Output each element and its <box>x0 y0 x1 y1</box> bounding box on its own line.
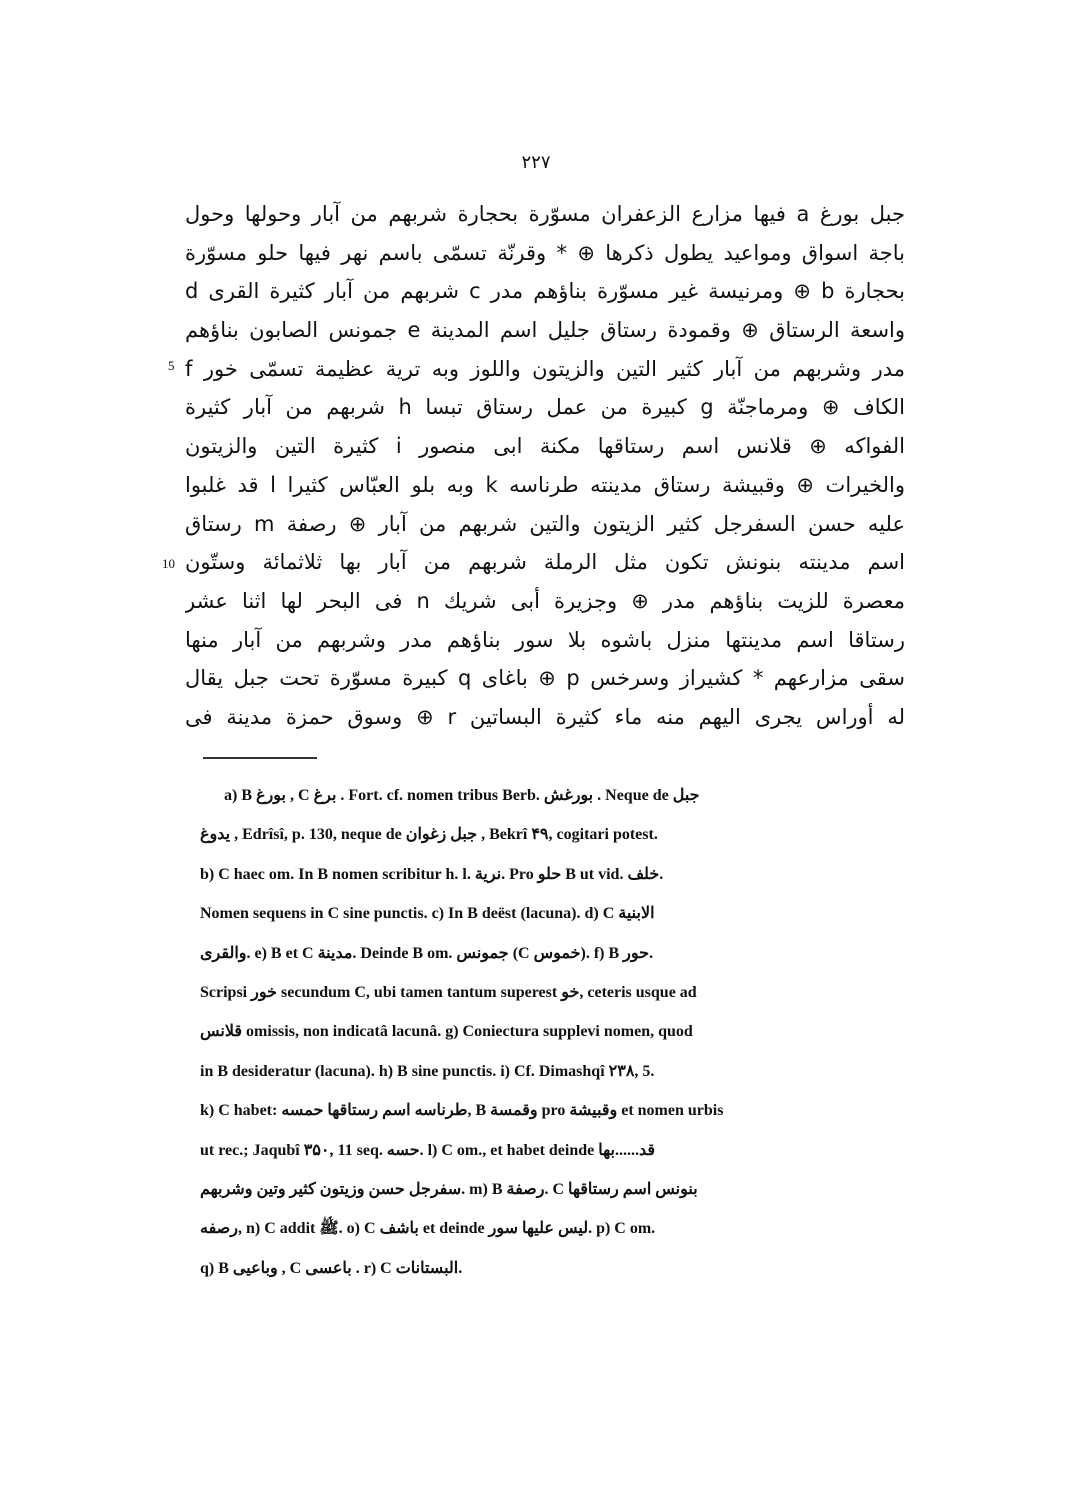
footnote-divider <box>203 757 317 759</box>
footnote-line: والقرى. e) B et C مدينة. Deinde B om. جمونس (C خموس). f) B حور. <box>200 944 654 962</box>
text-line: باجة اسواق ومواعيد يطول ذكرها ⊕ * وقرنّة تسمّى باسم نهر فيها حلو مسوّرة <box>185 240 905 265</box>
arabic-text-block <box>185 195 905 737</box>
footnote-line: قلانس omissis, non indicatâ lacunâ. g) Coniectura supplevi nomen, quod <box>200 1023 693 1041</box>
text-line: واسعة الرستاق ⊕ وقمودة رستاق جليل اسم المدينة e جمونس الصابون بناؤهم <box>185 318 905 343</box>
line-number-10: 10 <box>162 556 175 571</box>
footnote-line: يدوغ , Edrîsî, p. 130, neque de جبل زغوان , Bekrî ۴۹, cogitari potest. <box>200 826 658 844</box>
text-line: اسم مدينته بنونش تكون مثل الرملة شربهم من آبار بها ثلاثمائة وستّون <box>185 550 905 575</box>
text-line: مدر وشربهم من آبار كثير التين والزيتون واللوز وبه ترية عظيمة تسمّى خور f <box>185 356 905 381</box>
text-line: والخيرات ⊕ وقبيشة رستاق مدينته طرناسه k وبه بلو العبّاس كثيرا l قد غلبوا <box>185 472 905 497</box>
footnote-line: in B desideratur (lacuna). h) B sine punctis. i) Cf. Dimashqî ۲۳۸, 5. <box>200 1062 655 1080</box>
footnote-line: b) C haec om. In B nomen scribitur h. l. نرية. Pro حلو B ut vid. خلف. <box>200 865 664 883</box>
footnote-line: k) C habet: طرناسه اسم رستاقها حمسه, B وقمسة pro وقبيشة et nomen urbis <box>200 1102 724 1120</box>
line-number-5: 5 <box>168 358 175 373</box>
text-line: له أوراس يجرى اليهم منه ماء كثيرة البساتين r ⊕ وسوق حمزة مدينة فى <box>185 704 905 729</box>
text-line: الفواكه ⊕ قلانس اسم رستاقها مكنة ابى منصور i كثيرة التين والزيتون <box>185 434 905 459</box>
footnote-line: Scripsi خور secundum C, ubi tamen tantum superest خو, ceteris usque ad <box>200 983 697 1001</box>
page-number: ۲۲۷ <box>521 152 551 173</box>
footnote-line: Nomen sequens in C sine punctis. c) In B deëst (lacuna). d) C الابنية <box>200 905 655 923</box>
footnote-line: a) B بورغ , C برغ . Fort. cf. nomen tribus Berb. بورغش . Neque de جبل <box>224 787 700 804</box>
footnote-line: سفرجل حسن وزيتون كثير وتين وشربهم. m) B رصفة. C بنونس اسم رستاقها <box>200 1180 698 1198</box>
text-line: معصرة للزيت بناؤهم مدر ⊕ وجزيرة أبى شريك n فى البحر لها اثنا عشر <box>185 588 905 613</box>
text-line: رستاقا اسم مدينتها منزل باشوه بلا سور بناؤهم مدر وشربهم من آبار منها <box>185 627 905 652</box>
text-line: جبل بورغ a فيها مزارع الزعفران مسوّرة بحجارة شربهم من آبار وحولها وحول <box>185 202 905 226</box>
text-line: بحجارة b ⊕ ومرنيسة غير مسوّرة بناؤهم مدر c شربهم من آبار كثيرة القرى d <box>185 279 905 304</box>
text-line: عليه حسن السفرجل كثير الزيتون والتين شربهم من آبار ⊕ رصفة m رستاق <box>185 511 905 536</box>
text-line: سقى مزارعهم * كشيراز وسرخس p ⊕ باغاى q كبيرة مسوّرة تحت جبل يقال <box>185 666 905 691</box>
footnote-line: q) B وباعيى , C باعسى . r) C البستانات. <box>200 1259 463 1277</box>
footnote-line: رصفه, n) C addit ﷺ. o) C باشف et deinde ليس عليها سور. p) C om. <box>200 1220 656 1238</box>
text-line: الكاف ⊕ ومرماجنّة g كبيرة من عمل رستاق تبسا h شربهم من آبار كثيرة <box>185 395 905 420</box>
footnotes-block <box>200 776 876 1288</box>
footnote-line: ut rec.; Jaqubî ۳۵۰, 11 seq. حسه. l) C om., et habet deinde قد......بها <box>200 1141 655 1159</box>
